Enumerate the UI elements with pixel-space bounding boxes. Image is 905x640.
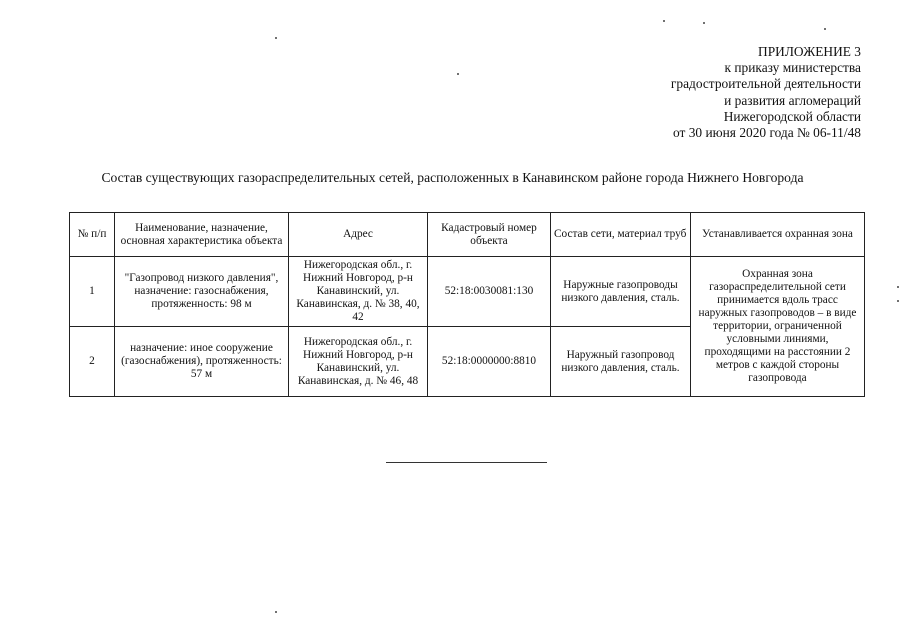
scan-speck [663,20,665,22]
row-composition: Наружный газопровод низкого давления, сталь. [551,327,691,397]
appendix-line: к приказу министерства [724,60,861,76]
table-header-row [70,213,865,257]
appendix-line: ПРИЛОЖЕНИЕ 3 [758,44,861,59]
scan-speck [275,611,277,613]
appendix-line: градостроительной деятельности [670,76,861,92]
gas-networks-table [69,212,865,397]
header-cadastral: Кадастровый номер объекта [428,213,551,257]
header-composition: Состав сети, материал труб [551,213,691,257]
appendix-header [671,44,861,141]
header-address: Адрес [289,213,428,257]
scan-speck [703,22,705,24]
end-rule-divider [386,462,547,463]
row-cadastral: 52:18:0000000:8810 [428,327,551,397]
header-number: № п/п [70,213,115,257]
row-number: 2 [70,327,115,397]
row-number: 1 [70,257,115,327]
row-name: назначение: иное сооружение (газоснабжения), протяженность: 57 м [115,327,289,397]
row-address: Нижегородская обл., г. Нижний Новгород, р-н Канавинский, ул. Канавинская, д. № 46, 48 [289,327,428,397]
appendix-line: от 30 июня 2020 года № 06-11/48 [673,125,861,141]
appendix-line: Нижегородской области [723,108,861,124]
scan-speck [897,286,899,288]
document-title: Состав существующих газораспределительных сетей, расположенных в Канавинском районе города Нижнего Новгорода [101,170,804,185]
row-address: Нижегородская обл., г. Нижний Новгород, р-н Канавинский, ул. Канавинская, д. № 38, 40, 42 [289,257,428,327]
scan-speck [824,28,826,30]
appendix-line: и развития агломераций [724,92,861,108]
header-name: Наименование, назначение, основная характеристика объекта [115,213,289,257]
protection-zone-cell: Охранная зона газораспределительной сети принимается вдоль трасс наружных газопроводов – в виде территории, ограниченной условными линиями, проходящими на расстоянии 2 метров с каждой стороны газопровода [691,257,865,397]
scan-speck [457,73,459,75]
row-name: "Газопровод низкого давления", назначение: газоснабжения, протяженность: 98 м [115,257,289,327]
row-composition: Наружные газопроводы низкого давления, сталь. [551,257,691,327]
header-protection-zone: Устанавливается охранная зона [691,213,865,257]
scan-speck [275,37,277,39]
scan-speck [897,300,899,302]
row-cadastral: 52:18:0030081:130 [428,257,551,327]
table-row [70,257,865,327]
